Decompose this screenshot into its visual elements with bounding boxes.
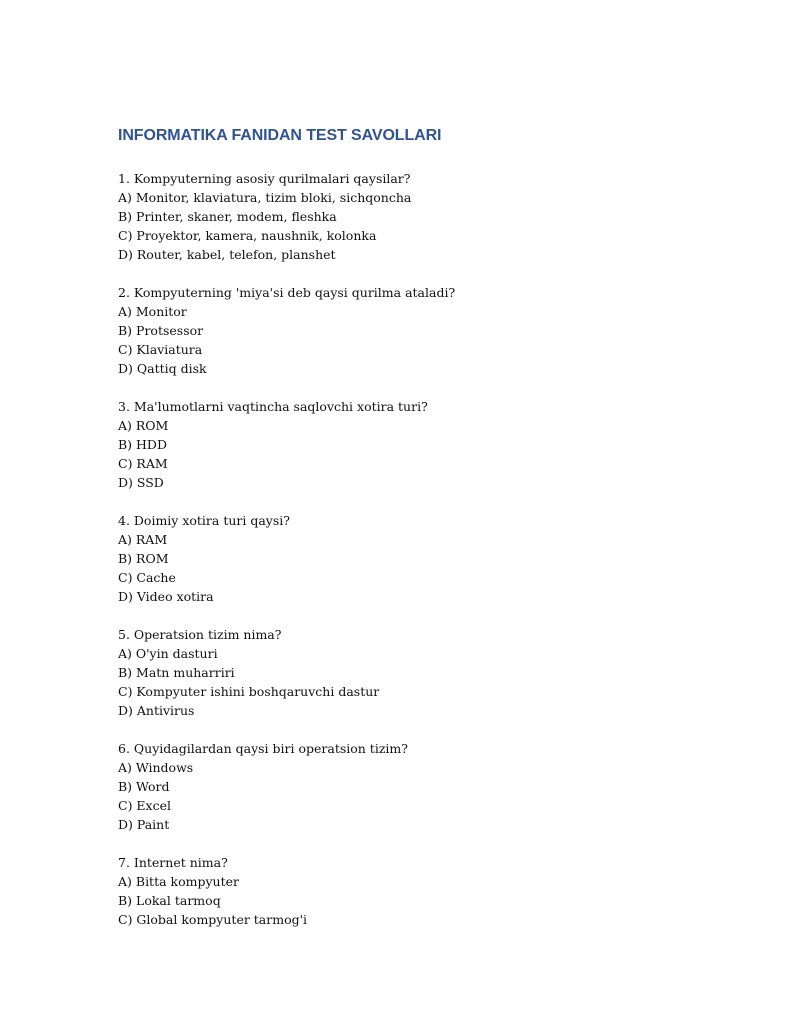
answer-option-c: C) Excel [118,798,171,813]
answer-option-b: B) ROM [118,551,169,566]
question-2 [118,283,718,378]
document-content [118,126,718,948]
question-text: 1. Kompyuterning asosiy qurilmalari qaysilar? [118,171,411,186]
answer-option-a: A) RAM [118,532,168,547]
answer-option-a: A) O'yin dasturi [118,646,218,661]
question-7 [118,853,718,929]
answer-option-c: C) Global kompyuter tarmog'i [118,912,308,927]
answer-option-d: D) SSD [118,475,164,490]
question-text: 5. Operatsion tizim nima? [118,627,282,642]
question-text: 7. Internet nima? [118,855,228,870]
question-3 [118,397,718,492]
answer-option-d: D) Antivirus [118,703,195,718]
answer-option-a: A) ROM [118,418,169,433]
document-title: INFORMATIKA FANIDAN TEST SAVOLLARI [118,127,442,144]
answer-option-b: B) Lokal tarmoq [118,893,221,908]
answer-option-b: B) Matn muharriri [118,665,235,680]
answer-option-b: B) HDD [118,437,167,452]
answer-option-c: C) Kompyuter ishini boshqaruvchi dastur [118,684,380,699]
question-text: 2. Kompyuterning 'miya'si deb qaysi qurilma ataladi? [118,285,456,300]
answer-option-c: C) Proyektor, kamera, naushnik, kolonka [118,228,377,243]
answer-option-d: D) Video xotira [118,589,214,604]
question-text: 4. Doimiy xotira turi qaysi? [118,513,290,528]
question-text: 6. Quyidagilardan qaysi biri operatsion tizim? [118,741,408,756]
answer-option-d: D) Router, kabel, telefon, planshet [118,247,336,262]
question-4 [118,511,718,606]
question-6 [118,739,718,834]
question-5 [118,625,718,720]
answer-option-a: A) Windows [118,760,194,775]
answer-option-d: D) Qattiq disk [118,361,207,376]
answer-option-b: B) Printer, skaner, modem, fleshka [118,209,337,224]
answer-option-b: B) Protsessor [118,323,204,338]
question-1 [118,169,718,264]
answer-option-c: C) RAM [118,456,168,471]
answer-option-c: C) Cache [118,570,176,585]
answer-option-b: B) Word [118,779,170,794]
question-text: 3. Ma'lumotlarni vaqtincha saqlovchi xotira turi? [118,399,428,414]
answer-option-c: C) Klaviatura [118,342,203,357]
answer-option-d: D) Paint [118,817,170,832]
answer-option-a: A) Monitor, klaviatura, tizim bloki, sichqoncha [118,190,412,205]
answer-option-a: A) Monitor [118,304,187,319]
answer-option-a: A) Bitta kompyuter [118,874,239,889]
